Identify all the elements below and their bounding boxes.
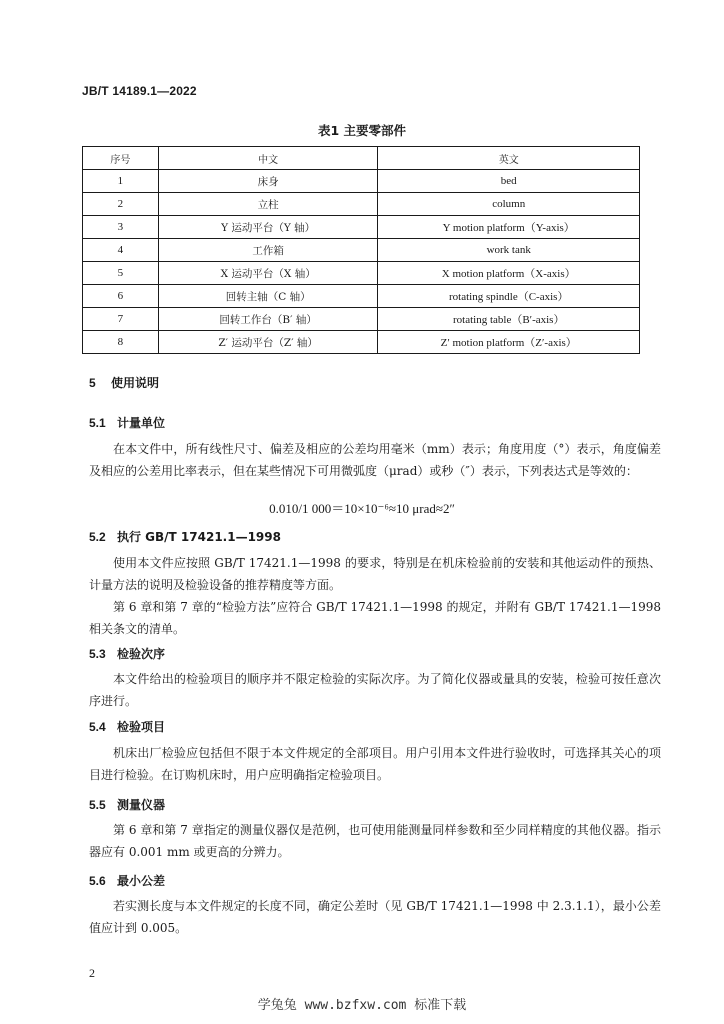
section-number: 5 <box>89 376 96 390</box>
parts-table <box>82 146 640 354</box>
cell-seq: 2 <box>83 193 159 216</box>
cell-chinese: 床身 <box>158 170 378 193</box>
cell-chinese: Z′ 运动平台（Z′ 轴） <box>158 331 378 354</box>
section-title: 计量单位 <box>117 416 166 430</box>
table-header-row <box>83 147 640 170</box>
section-title: 执行 GB/T 17421.1—1998 <box>117 530 281 544</box>
table-row <box>83 262 640 285</box>
section-title: 测量仪器 <box>117 798 166 812</box>
standard-number: JB/T 14189.1—2022 <box>82 84 197 98</box>
cell-english: column <box>378 193 640 216</box>
cell-english: X motion platform（X-axis） <box>378 262 640 285</box>
section-title: 检验次序 <box>117 647 166 661</box>
section-5-5-paragraph: 第 6 章和第 7 章指定的测量仪器仅是范例，也可使用能测量同样参数和至少同样精度的其他仪器。指示器应有 0.001 mm 或更高的分辨力。 <box>89 823 661 859</box>
cell-chinese: Y 运动平台（Y 轴） <box>158 216 378 239</box>
section-number: 5.4 <box>89 720 106 734</box>
section-5-6-heading <box>89 872 165 889</box>
section-5-1-paragraph: 在本文件中，所有线性尺寸、偏差及相应的公差均用毫米（mm）表示；角度用度（°）表示，角度偏差及相应的公差用比率表示，但在某些情况下可用微弧度（μrad）或秒（″）表示，下列表达式是等效的： <box>89 442 661 478</box>
section-number: 5.5 <box>89 798 106 812</box>
cell-english: Z′ motion platform（Z′-axis） <box>378 331 640 354</box>
table-row <box>83 239 640 262</box>
cell-chinese: 工作箱 <box>158 239 378 262</box>
section-number: 5.2 <box>89 530 106 544</box>
col-header-chinese: 中文 <box>158 147 378 170</box>
cell-seq: 7 <box>83 308 159 331</box>
table-row <box>83 193 640 216</box>
table-row <box>83 331 640 354</box>
cell-seq: 6 <box>83 285 159 308</box>
equivalence-formula: 0.010/1 000＝10×10⁻⁶≈10 μrad≈2″ <box>269 501 455 516</box>
cell-seq: 1 <box>83 170 159 193</box>
cell-seq: 3 <box>83 216 159 239</box>
section-title: 最小公差 <box>117 874 166 888</box>
table-row <box>83 170 640 193</box>
section-title: 使用说明 <box>111 376 160 390</box>
section-number: 5.6 <box>89 874 106 888</box>
section-5-heading <box>89 374 159 391</box>
table-row <box>83 285 640 308</box>
section-5-3-paragraph: 本文件给出的检验项目的顺序并不限定检验的实际次序。为了简化仪器或量具的安装，检验可按任意次序进行。 <box>89 672 661 708</box>
cell-seq: 8 <box>83 331 159 354</box>
table-row <box>83 216 640 239</box>
col-header-english: 英文 <box>378 147 640 170</box>
cell-english: work tank <box>378 239 640 262</box>
section-5-6-paragraph: 若实测长度与本文件规定的长度不同，确定公差时（见 GB/T 17421.1—1998 中 2.3.1.1），最小公差值应计到 0.005。 <box>89 899 661 935</box>
page-number: 2 <box>89 966 95 980</box>
cell-seq: 5 <box>83 262 159 285</box>
cell-seq: 4 <box>83 239 159 262</box>
cell-chinese: 回转主轴（C 轴） <box>158 285 378 308</box>
cell-chinese: 立柱 <box>158 193 378 216</box>
cell-english: bed <box>378 170 640 193</box>
table-row <box>83 308 640 331</box>
section-5-4-paragraph: 机床出厂检验应包括但不限于本文件规定的全部项目。用户引用本文件进行验收时，可选择其关心的项目进行检验。在订购机床时，用户应明确指定检验项目。 <box>89 746 661 782</box>
col-header-seq: 序号 <box>83 147 159 170</box>
section-number: 5.3 <box>89 647 106 661</box>
download-watermark: 学兔兔 www.bzfxw.com 标准下载 <box>257 998 467 1013</box>
cell-chinese: X 运动平台（X 轴） <box>158 262 378 285</box>
section-5-4-heading <box>89 718 165 735</box>
cell-english: rotating table（B′-axis） <box>378 308 640 331</box>
section-5-1-heading <box>89 414 165 431</box>
section-number: 5.1 <box>89 416 106 430</box>
table-caption: 表1 主要零部件 <box>317 123 407 138</box>
section-title: 检验项目 <box>117 720 166 734</box>
section-5-2-paragraph-2: 第 6 章和第 7 章的“检验方法”应符合 GB/T 17421.1—1998 的规定，并附有 GB/T 17421.1—1998 相关条文的清单。 <box>89 600 661 636</box>
section-5-2-heading <box>89 528 281 545</box>
cell-english: rotating spindle（C-axis） <box>378 285 640 308</box>
section-5-2-paragraph-1: 使用本文件应按照 GB/T 17421.1—1998 的要求，特别是在机床检验前的安装和其他运动件的预热、计量方法的说明及检验设备的推荐精度等方面。 <box>89 556 661 592</box>
cell-chinese: 回转工作台（B′ 轴） <box>158 308 378 331</box>
cell-english: Y motion platform（Y-axis） <box>378 216 640 239</box>
section-5-3-heading <box>89 645 165 662</box>
section-5-5-heading <box>89 796 165 813</box>
